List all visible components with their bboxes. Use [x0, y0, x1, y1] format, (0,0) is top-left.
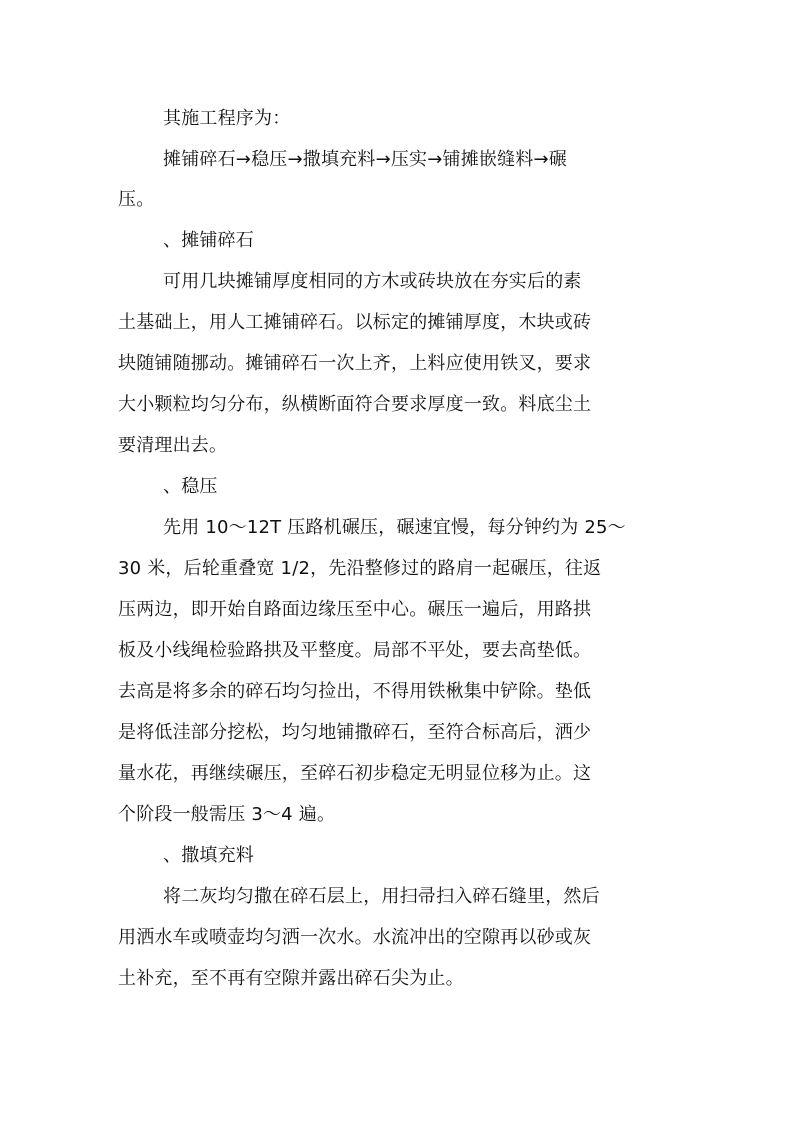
text-line: 压。	[118, 189, 155, 210]
text-line: 30 米，后轮重叠宽 1/2，先沿整修过的路肩一起碾压，往返	[118, 558, 602, 579]
text-line: 将二灰均匀撒在碎石层上，用扫帚扫入碎石缝里，然后	[163, 886, 600, 907]
text-line: 块随铺随挪动。摊铺碎石一次上齐，上料应使用铁叉，要求	[118, 353, 592, 374]
text-line: 去高是将多余的碎石均匀捡出，不得用铁楸集中铲除。垫低	[118, 681, 592, 702]
text-line: 摊铺碎石→稳压→撒填充料→压实→铺摊嵌缝料→碾	[163, 149, 568, 170]
text-line: 是将低洼部分挖松，均匀地铺撒碎石，至符合标高后，洒少	[118, 722, 592, 743]
text-line: 大小颗粒均匀分布，纵横断面符合要求厚度一致。料底尘土	[118, 394, 592, 415]
text-line: 可用几块摊铺厚度相同的方木或砖块放在夯实后的素	[163, 271, 582, 292]
text-line: 用洒水车或喷壶均匀洒一次水。水流冲出的空隙再以砂或灰	[118, 927, 592, 948]
text-line: 先用 10～12T 压路机碾压，碾速宜慢，每分钟约为 25～	[163, 517, 626, 538]
section-heading: 、摊铺碎石	[163, 230, 254, 251]
text-line: 量水花，再继续碾压，至碎石初步稳定无明显位移为止。这	[118, 763, 592, 784]
text-line: 土补充，至不再有空隙并露出碎石尖为止。	[118, 968, 464, 989]
section-heading: 、撒填充料	[163, 845, 254, 866]
text-line: 要清理出去。	[118, 435, 228, 456]
text-line: 压两边，即开始自路面边缘压至中心。碾压一遍后，用路拱	[118, 599, 592, 620]
text-line: 个阶段一般需压 3～4 遍。	[118, 804, 336, 825]
text-line: 土基础上，用人工摊铺碎石。以标定的摊铺厚度，木块或砖	[118, 312, 592, 333]
text-line: 板及小线绳检验路拱及平整度。局部不平处，要去高垫低。	[118, 640, 592, 661]
text-line: 其施工程序为：	[163, 108, 291, 129]
section-heading: 、稳压	[163, 476, 218, 497]
